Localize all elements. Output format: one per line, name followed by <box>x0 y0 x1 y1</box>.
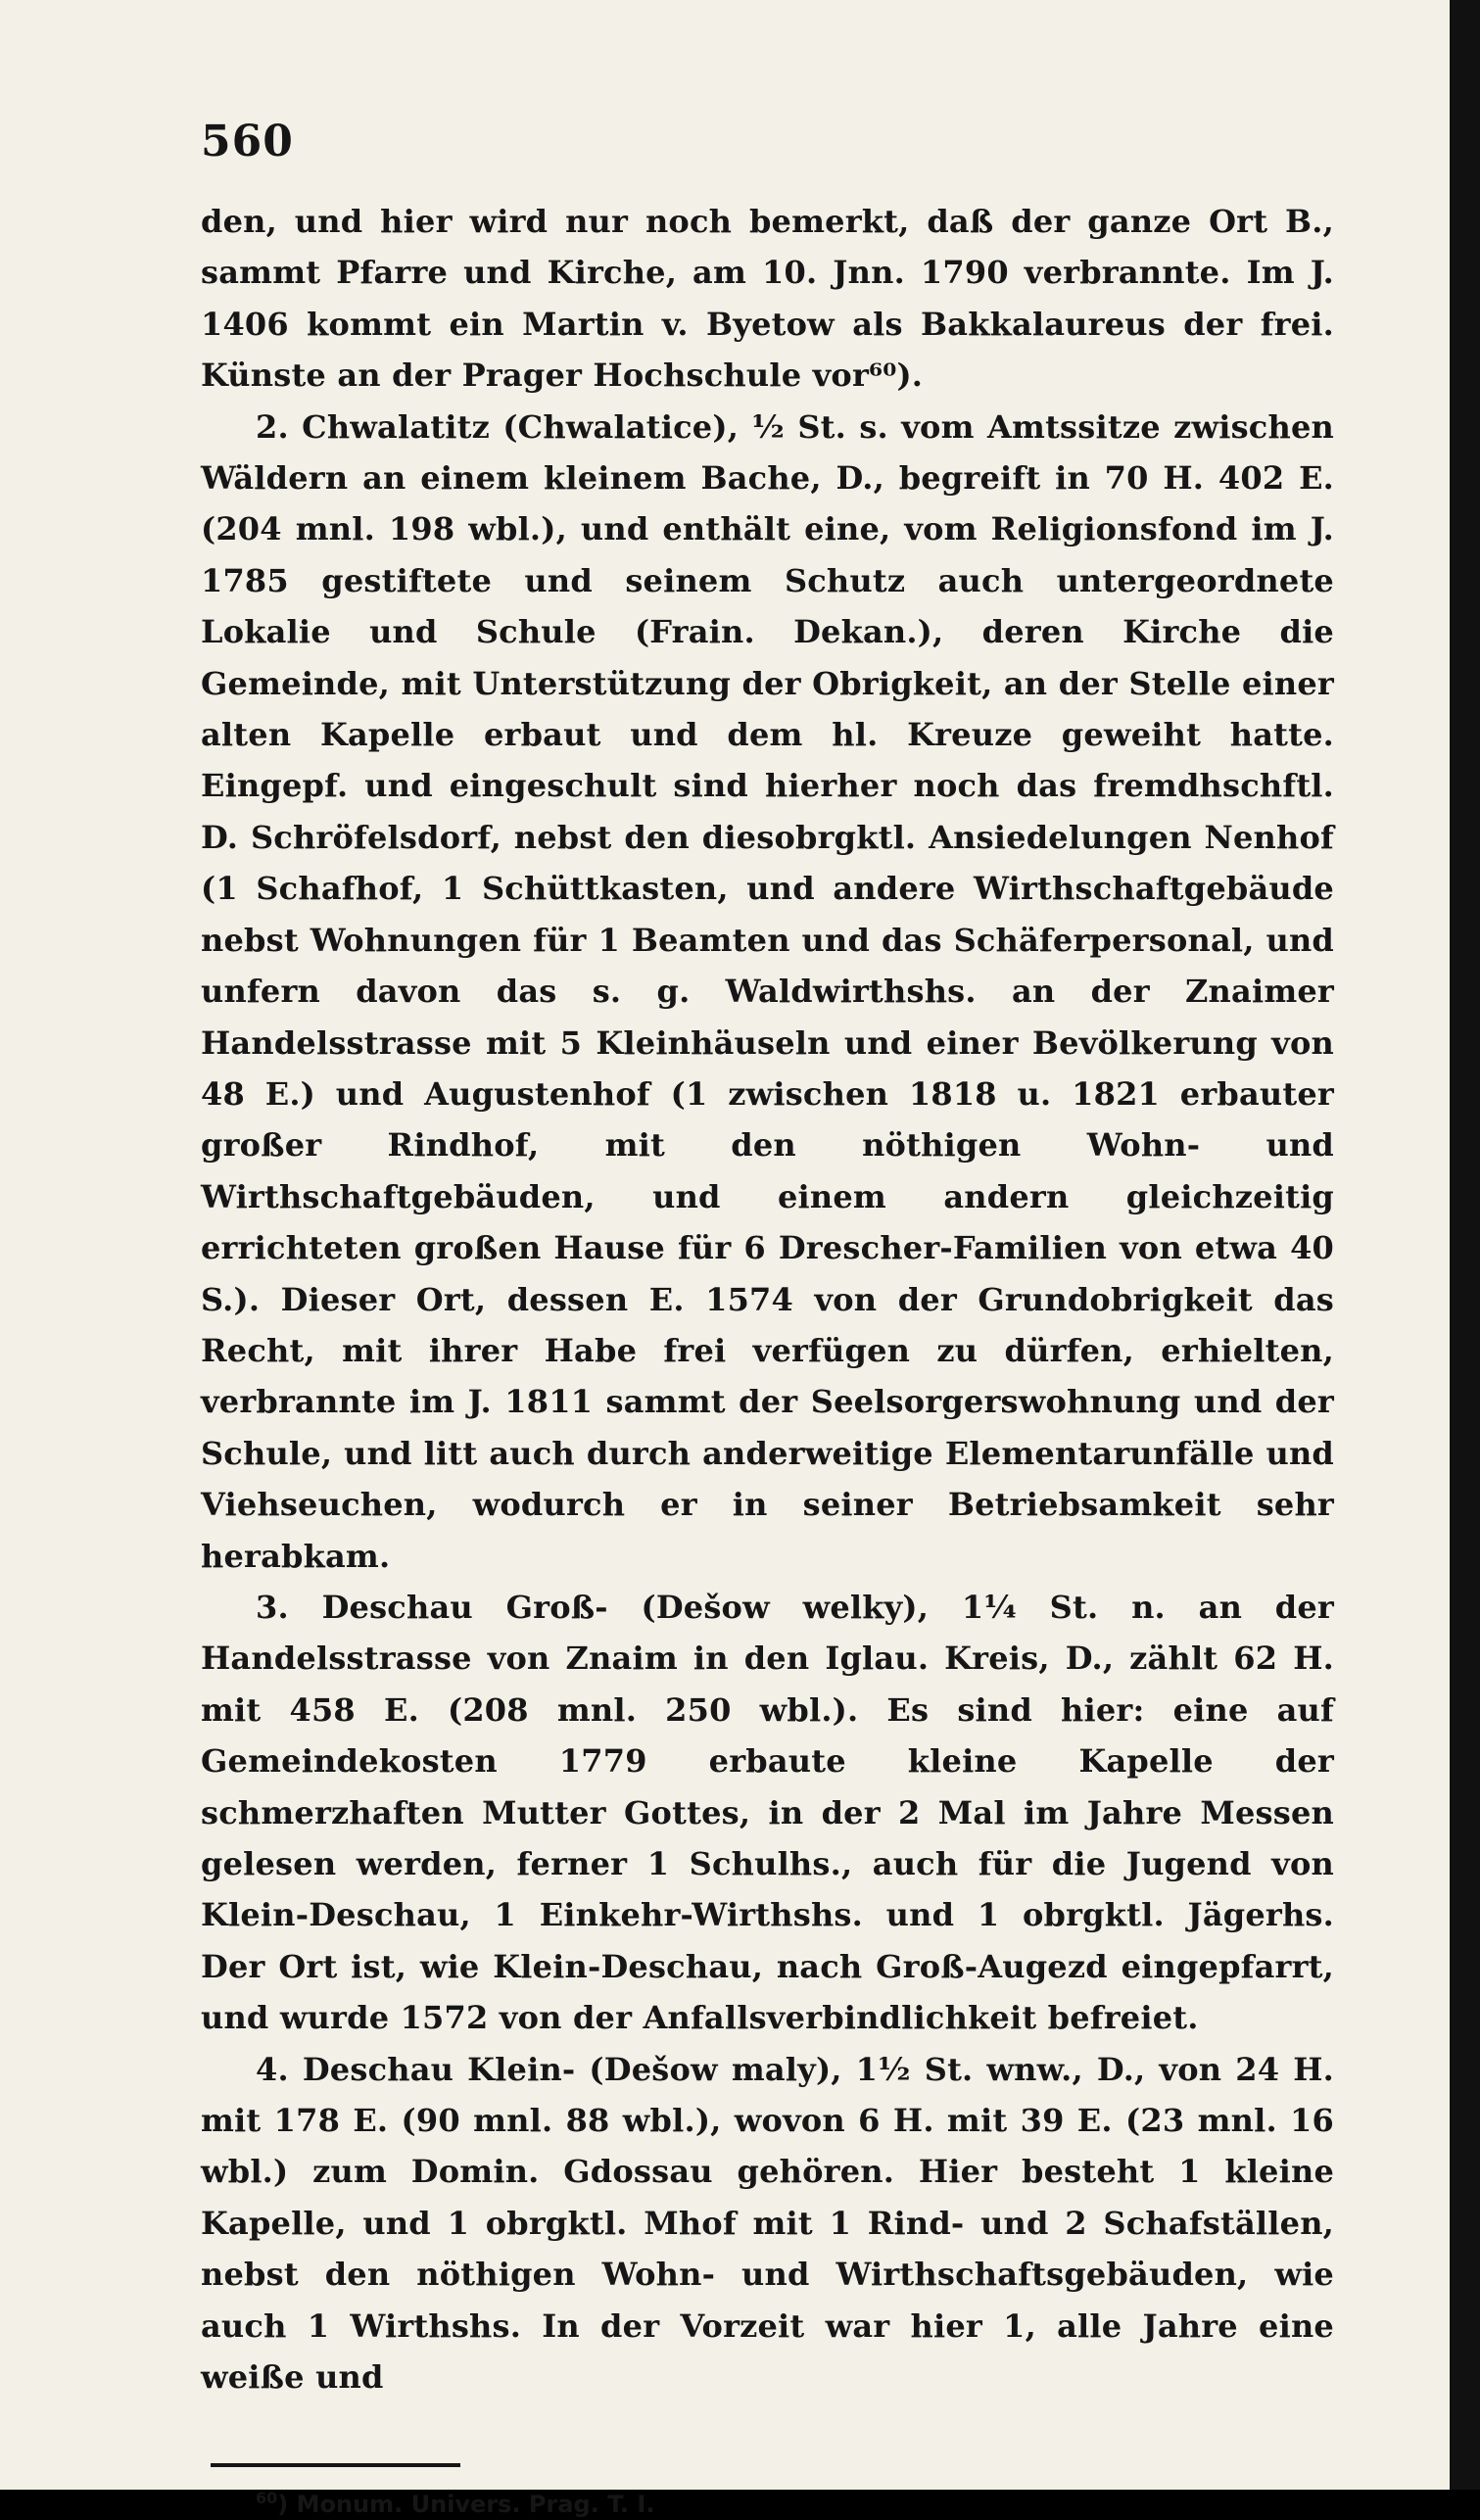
paragraph-deschau-gross: 3. Deschau Groß- (Dešow welky), 1¼ St. n. an der Handelsstrasse von Znaim in den Iglau. Kreis, D., zählt 62 H. mit 458 E. (208 mnl. 250 wbl.). Es sind hier: eine auf Gemeindekosten 1779 erbaute kleine Kapelle der schmerzhaften Mutter Gottes, in der 2 Mal im Jahre Messen gelesen werden, ferner 1 Schulhs., auch für die Jugend von Klein-Deschau, 1 Einkehr-Wirthshs. und 1 obrgktl. Jägerhs. Der Ort ist, wie Klein-Deschau, nach Groß-Augezd eingepfarrt, und wurde 1572 von der Anfallsverbindlichkeit befreiet. <box>201 1588 1334 2037</box>
footnote-marker: 60 <box>256 2489 278 2508</box>
footnote-text: ) Monum. Univers. Prag. T. I. <box>277 2491 655 2519</box>
paragraph-chwalatitz: 2. Chwalatitz (Chwalatice), ½ St. s. vom Amtssitze zwischen Wäldern an einem kleinem Bache, D., begreift in 70 H. 402 E. (204 mnl. 198 wbl.), und enthält eine, vom Religionsfond im J. 1785 gestiftete und seinem Schutz auch untergeordnete Lokalie und Schule (Frain. Dekan.), deren Kirche die Gemeinde, mit Unterstützung der Obrigkeit, an der Stelle einer alten Kapelle erbaut und dem hl. Kreuze geweiht hatte. Eingepf. und eingeschult sind hierher noch das fremdhschftl. D. Schröfelsdorf, nebst den diesobrgktl. Ansiedelungen Nenhof (1 Schafhof, 1 Schüttkasten, und andere Wirthschaftgebäude nebst Wohnungen für 1 Beamten und das Schäferpersonal, und unfern davon das s. g. Waldwirthshs. an der Znaimer Handelsstrasse mit 5 Kleinhäuseln und einer Bevölkerung von 48 E.) und Augustenhof (1 zwischen 1818 u. 1821 erbauter großer Rindhof, mit den nöthigen Wohn- und Wirthschaftgebäuden, und einem andern gleichzeitig errichteten großen Hause für 6 Drescher-Familien von etwa 40 S.). Dieser Ort, dessen E. 1574 von der Grundobrigkeit das Recht, mit ihrer Habe frei verfügen zu dürfen, erhielten, verbrannte im J. 1811 sammt der Seelsorgerswohnung und der Schule, und litt auch durch anderweitige Elementarunfälle und Viehseuchen, wodurch er in seiner Betriebsamkeit sehr herabkam. <box>201 407 1334 1575</box>
footnote-divider <box>211 2463 460 2467</box>
paragraph-continuation: den, und hier wird nur noch bemerkt, daß der ganze Ort B., sammt Pfarre und Kirche, am 10. Jnn. 1790 verbrannte. Im J. 1406 kommt ein Martin v. Byetow als Bakkalaureus der frei. Künste an der Prager Hochschule vor⁶⁰). <box>201 203 1334 395</box>
body-text <box>201 196 1334 2402</box>
page-number: 560 <box>201 117 294 166</box>
paragraph-deschau-klein: 4. Deschau Klein- (Dešow maly), 1½ St. wnw., D., von 24 H. mit 178 E. (90 mnl. 88 wbl.), wovon 6 H. mit 39 E. (23 mnl. 16 wbl.) zum Domin. Gdossau gehören. Hier besteht 1 kleine Kapelle, und 1 obrgktl. Mhof mit 1 Rind- und 2 Schafställen, nebst den nöthigen Wohn- und Wirthschaftsgebäuden, wie auch 1 Wirthshs. In der Vorzeit war hier 1, alle Jahre eine weiße und <box>201 2050 1334 2397</box>
page-edge-shadow <box>1450 0 1480 2490</box>
footnote <box>256 2483 1334 2520</box>
